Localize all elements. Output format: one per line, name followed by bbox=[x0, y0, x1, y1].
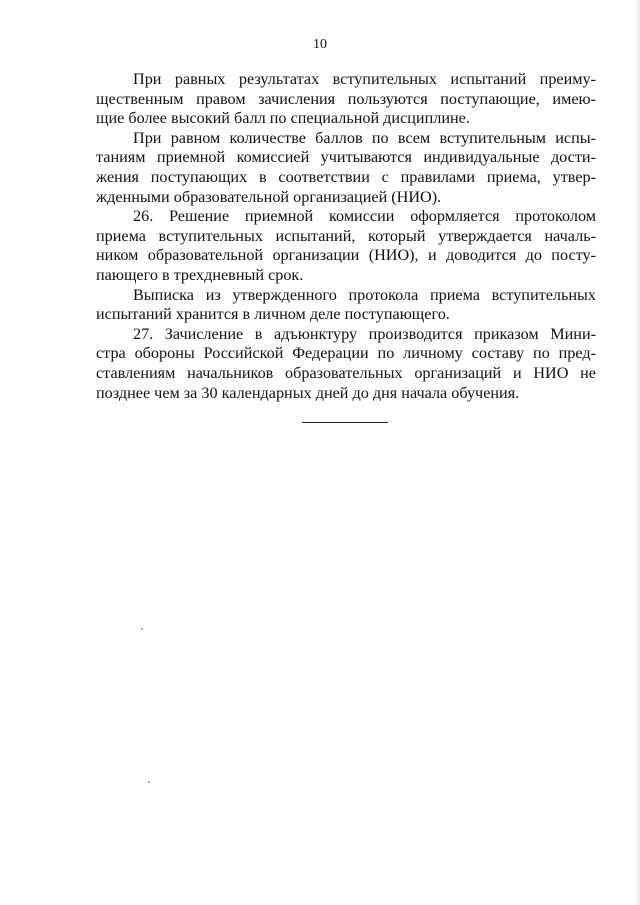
text-line: позднее чем за 30 календарных дней до дня начала обучения. bbox=[96, 383, 520, 402]
text-line: приема вступительных испытаний, который утверждается началь- bbox=[96, 226, 596, 245]
text-line: щественным правом зачисления пользуются поступающие, имею- bbox=[96, 89, 596, 108]
scan-speck bbox=[141, 628, 143, 630]
text-line: таниям приемной комиссией учитываются индивидуальные дости- bbox=[96, 148, 596, 167]
text-line: жденными образовательной организацией (НИО). bbox=[96, 187, 442, 206]
document-body bbox=[96, 70, 596, 403]
paragraph bbox=[96, 325, 596, 403]
text-line: При равных результатах вступительных испытаний преиму- bbox=[133, 70, 596, 88]
scan-edge-shadow bbox=[634, 0, 640, 905]
text-line: 27. Зачисление в адъюнктуру производится приказом Мини- bbox=[133, 324, 596, 343]
text-line: стра обороны Российской Федерации по личному составу по пред- bbox=[96, 344, 596, 363]
text-line: испытаний хранится в личном деле поступающего. bbox=[96, 305, 450, 324]
text-line: Выписка из утвержденного протокола приема вступительных bbox=[133, 285, 596, 304]
scan-speck bbox=[148, 781, 150, 783]
text-line: При равном количестве баллов по всем вступительным испы- bbox=[133, 128, 596, 147]
paragraph bbox=[96, 207, 596, 285]
page-number: 10 bbox=[313, 37, 327, 52]
end-of-text-rule bbox=[302, 422, 388, 423]
text-line: пающего в трехдневный срок. bbox=[96, 265, 304, 284]
text-line: щие более высокий балл по специальной дисциплине. bbox=[96, 109, 470, 128]
text-line: 26. Решение приемной комиссии оформляется протоколом bbox=[133, 207, 596, 226]
paragraph bbox=[96, 70, 596, 129]
text-line: ником образовательной организации (НИО), и доводится до посту- bbox=[96, 246, 596, 265]
text-line: ставлениям начальников образовательных организаций и НИО не bbox=[96, 363, 596, 382]
paragraph bbox=[96, 286, 596, 325]
paragraph bbox=[96, 129, 596, 207]
text-line: жения поступающих в соответствии с правилами приема, утвер- bbox=[96, 167, 596, 186]
